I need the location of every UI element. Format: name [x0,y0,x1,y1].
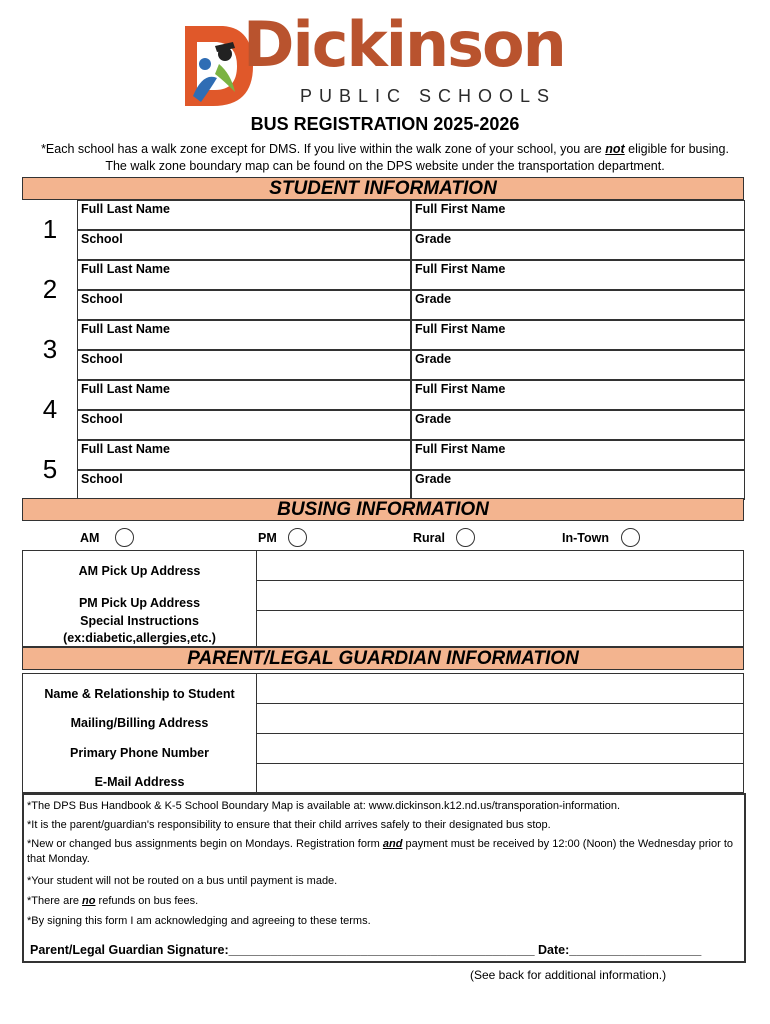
student-last-name-field[interactable] [77,320,411,350]
rural-label: Rural [413,531,445,545]
terms-box [22,793,746,963]
am-label: AM [80,531,100,545]
busing-info-heading: BUSING INFORMATION [22,498,744,521]
note-responsibility: *It is the parent/guardian's responsibility to ensure that their child arrives safely to their designated bus stop. [27,819,551,831]
student-first-name-label: Full First Name [415,262,506,276]
student-first-name-label: Full First Name [415,382,506,396]
pm-pickup-field[interactable] [256,581,744,611]
dickinson-logo [183,8,593,108]
student-grade-label: Grade [415,232,452,246]
student-first-name-field[interactable] [411,440,745,470]
student-first-name-label: Full First Name [415,202,506,216]
student-first-name-field[interactable] [411,380,745,410]
special-instructions-hint: (ex:diabetic,allergies,etc.) [63,631,216,645]
student-school-field[interactable] [77,350,411,380]
student-school-field[interactable] [77,410,411,440]
rural-radio[interactable] [456,528,475,547]
student-number: 3 [42,334,58,364]
student-school-field[interactable] [77,290,411,320]
note-payment: *Your student will not be routed on a bus until payment is made. [27,875,338,887]
student-grade-field[interactable] [411,230,745,260]
phone-field[interactable] [256,734,744,764]
student-first-name-label: Full First Name [415,442,506,456]
guardian-table [22,673,744,793]
student-grade-field[interactable] [411,470,745,500]
note-acknowledge: *By signing this form I am acknowledging and agreeing to these terms. [27,915,371,927]
mailing-address-field[interactable] [256,704,744,734]
student-number: 1 [42,214,58,244]
phone-label: Primary Phone Number [70,746,209,760]
mailing-address-label: Mailing/Billing Address [70,716,209,730]
logo-subtitle: PUBLIC SCHOOLS [300,86,557,106]
student-first-name-field[interactable] [411,260,745,290]
student-number: 2 [42,274,58,304]
student-school-label: School [81,352,123,366]
student-last-name-label: Full Last Name [81,442,170,456]
note-assignments: *New or changed bus assignments begin on Mondays. Registration form and payment must be received by 12:00 (Noon) the Wednesday prior to that Monday. [27,838,734,865]
guardian-info-heading: PARENT/LEGAL GUARDIAN INFORMATION [22,647,744,670]
am-pickup-field[interactable] [256,551,744,581]
in-town-label: In-Town [562,531,609,545]
pm-pickup-label: PM Pick Up Address [78,596,201,610]
special-instructions-field[interactable] [256,611,744,647]
am-pickup-label: AM Pick Up Address [78,564,201,578]
student-last-name-label: Full Last Name [81,262,170,276]
pm-label: PM [258,531,277,545]
student-last-name-field[interactable] [77,200,411,230]
student-school-label: School [81,292,123,306]
footer-note: (See back for additional information.) [470,968,667,982]
student-grade-field[interactable] [411,350,745,380]
student-first-name-label: Full First Name [415,322,506,336]
signature-line[interactable]: Parent/Legal Guardian Signature:____________________________________________ Date:___________________ [30,943,702,957]
name-relationship-field[interactable] [256,674,744,704]
walk-zone-note: *Each school has a walk zone except for DMS. If you live within the walk zone of your school, you are not eligible for busing. The walk zone boundary map can be found on the DPS website under the transportation department. [41,142,729,173]
student-last-name-field[interactable] [77,380,411,410]
student-grade-label: Grade [415,412,452,426]
student-last-name-label: Full Last Name [81,322,170,336]
student-first-name-field[interactable] [411,200,745,230]
special-instructions-label: Special Instructions [80,614,199,628]
note-refunds: *There are no refunds on bus fees. [27,895,199,907]
busing-table [22,550,744,647]
student-first-name-field[interactable] [411,320,745,350]
student-grade-label: Grade [415,472,452,486]
student-number: 5 [42,454,58,484]
page-title: BUS REGISTRATION 2025-2026 [250,114,520,134]
am-radio[interactable] [115,528,134,547]
in-town-radio[interactable] [621,528,640,547]
student-school-label: School [81,412,123,426]
student-school-field[interactable] [77,230,411,260]
student-last-name-label: Full Last Name [81,202,170,216]
student-info-heading: STUDENT INFORMATION [22,177,744,200]
student-last-name-label: Full Last Name [81,382,170,396]
student-school-label: School [81,472,123,486]
student-school-field[interactable] [77,470,411,500]
name-relationship-label: Name & Relationship to Student [44,687,235,701]
student-last-name-field[interactable] [77,440,411,470]
logo-wordmark: Dickinson [243,8,565,81]
student-grade-label: Grade [415,352,452,366]
student-grade-label: Grade [415,292,452,306]
student-grade-field[interactable] [411,410,745,440]
email-field[interactable] [256,764,744,793]
student-grade-field[interactable] [411,290,745,320]
email-label: E-Mail Address [94,775,185,789]
student-last-name-field[interactable] [77,260,411,290]
pm-radio[interactable] [288,528,307,547]
student-school-label: School [81,232,123,246]
student-number: 4 [42,394,58,424]
note-handbook: *The DPS Bus Handbook & K-5 School Boundary Map is available at: www.dickinson.k12.nd.us/transporation-information. [27,800,621,812]
